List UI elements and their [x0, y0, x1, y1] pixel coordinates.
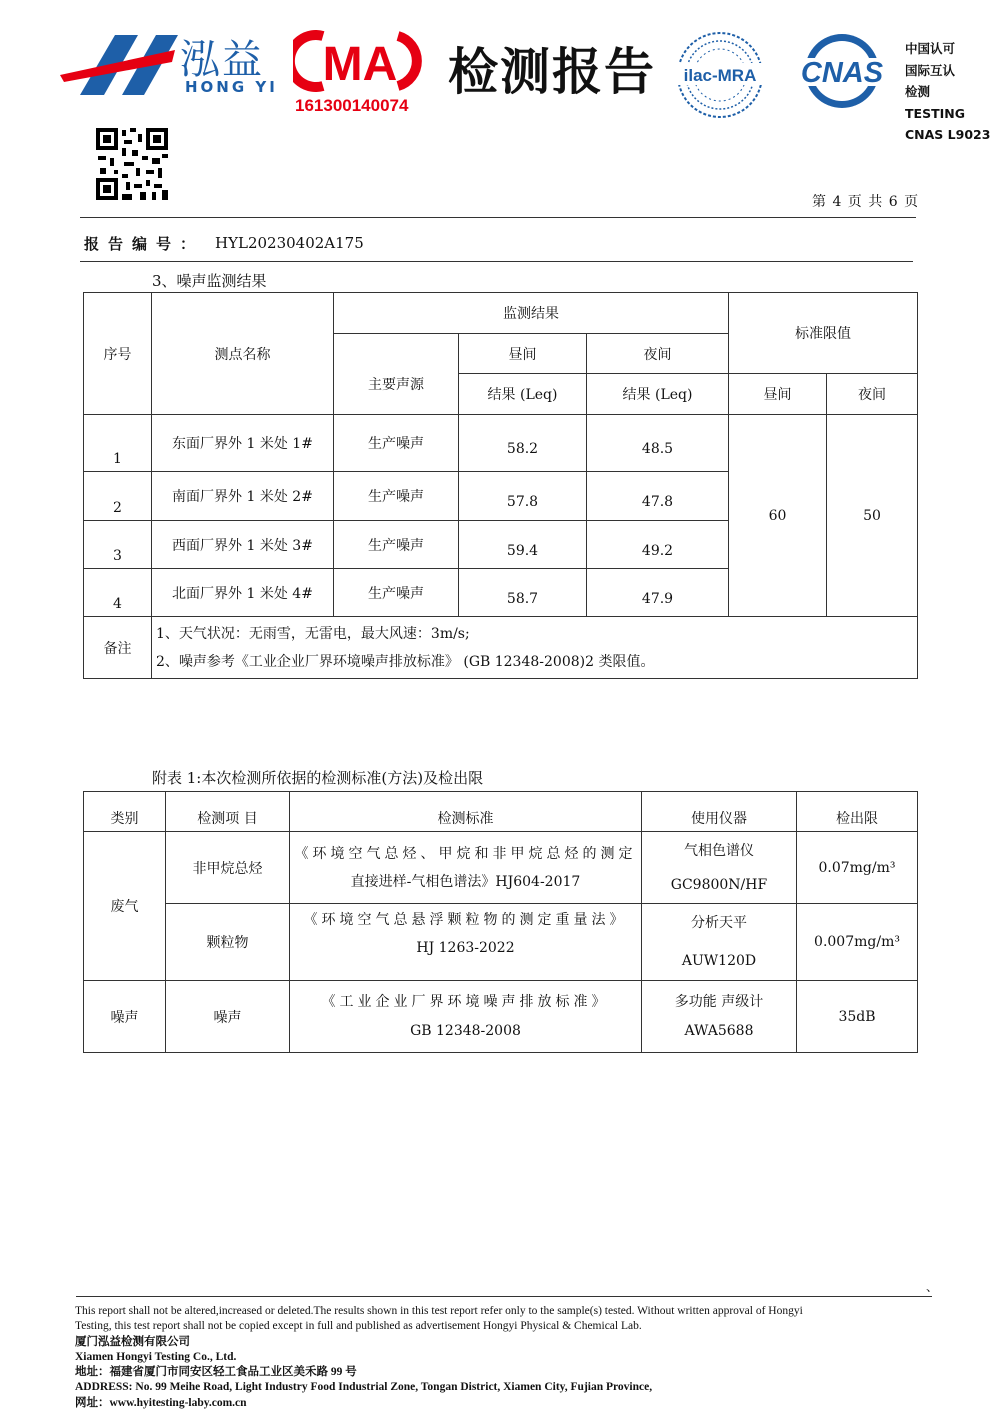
instrument-line: GC9800N/HF — [670, 876, 768, 893]
remark-line: 1、天气状况：无雨雪，无雷电，最大风速：3m/s; — [156, 625, 470, 642]
cnas-line: 检测 — [905, 84, 931, 99]
noise-results-table — [83, 292, 918, 679]
standard-line: GB 12348-2008 — [410, 1022, 521, 1039]
header-result-leq: 结果 (Leq) — [587, 374, 729, 415]
tick-mark: 、 — [926, 1280, 939, 1294]
header-standard-limit: 标准限值 — [729, 293, 918, 374]
document-title: 检测报告 — [448, 43, 656, 101]
website: 网址：www.hyitesting-laby.com.cn — [75, 1396, 247, 1409]
table-row — [84, 415, 918, 472]
brand-cn: 泓益 — [180, 37, 264, 83]
cell-point: 东面厂界外 1 米处 1# — [152, 415, 334, 472]
divider — [80, 217, 916, 218]
cnas-line: TESTING — [905, 105, 965, 121]
standard-line: 直接进样-气相色谱法》HJ604-2017 — [350, 873, 581, 890]
ilac-mra-logo — [668, 30, 772, 120]
cell-detection-limit: 0.07mg/m³ — [797, 832, 918, 904]
cell-item: 颗粒物 — [166, 904, 290, 981]
cell-night: 48.5 — [587, 415, 729, 472]
disclaimer-line: This report shall not be altered,increased or deleted.The results shown in this test report refer only to the sample(s) tested. Without written approval of Hongyi — [75, 1305, 803, 1317]
cell-category: 噪声 — [84, 981, 166, 1053]
header-detection-limit: 检出限 — [797, 792, 918, 832]
cell-detection-limit: 0.007mg/m³ — [797, 904, 918, 981]
cell-standard — [290, 832, 642, 904]
address-cn: 地址：福建省厦门市同安区轻工食品工业区美禾路 99 号 — [75, 1366, 357, 1379]
cell-standard — [290, 904, 642, 981]
standard-line: 《环境空气总悬浮颗粒物的测定重量法》 — [303, 912, 628, 928]
cnas-line: CNAS L9023 — [905, 127, 991, 142]
cell-day: 58.7 — [459, 569, 587, 617]
cnas-line: 国际互认 — [905, 62, 956, 78]
cell-category: 废气 — [84, 832, 166, 981]
cell-point: 南面厂界外 1 米处 2# — [152, 472, 334, 521]
header-main-source: 主要声源 — [334, 334, 459, 415]
cma-logo — [293, 30, 428, 92]
header-day: 昼间 — [459, 334, 587, 374]
company-name-cn: 厦门泓益检测有限公司 — [75, 1335, 190, 1348]
cell-limit-day: 60 — [729, 415, 827, 617]
header-instrument: 使用仪器 — [642, 792, 797, 832]
cell-instrument — [642, 904, 797, 981]
cma-number: 161300140074 — [295, 96, 409, 115]
cell-night: 49.2 — [587, 521, 729, 569]
standard-line: HJ 1263-2022 — [416, 940, 515, 956]
appendix-title: 附表 1:本次检测所依据的检测标准(方法)及检出限 — [152, 769, 484, 787]
header-seq: 序号 — [84, 293, 152, 415]
report-number-label: 报告编号： — [84, 235, 205, 253]
header-point-name: 测点名称 — [152, 293, 334, 415]
cell-item: 噪声 — [166, 981, 290, 1053]
cell-day: 59.4 — [459, 521, 587, 569]
cell-day: 58.2 — [459, 415, 587, 472]
standard-line: 《工业企业厂界环境噪声排放标准》 — [321, 993, 610, 1010]
header-category: 类别 — [84, 792, 166, 832]
appendix-standards-table — [83, 791, 918, 1053]
cell-detection-limit: 35dB — [797, 981, 918, 1053]
header-night: 夜间 — [587, 334, 729, 374]
header-result-leq: 结果 (Leq) — [459, 374, 587, 415]
cnas-line: 中国认可 — [905, 41, 956, 56]
header-standard: 检测标准 — [290, 792, 642, 832]
header-item: 检测项 目 — [166, 792, 290, 832]
address-en: ADDRESS: No. 99 Meihe Road, Light Industry Food Industrial Zone, Tongan District, Xiamen City, Fujian Province, — [75, 1381, 653, 1394]
cell-limit-night: 50 — [827, 415, 918, 617]
header-limit-night: 夜间 — [827, 374, 918, 415]
disclaimer-line: Testing, this test report shall not be copied except in full and published as advertisement Hongyi Physical & Chemical Lab. — [75, 1320, 642, 1333]
instrument-line: 气相色谱仪 — [684, 842, 754, 859]
header-monitoring-results: 监测结果 — [334, 293, 729, 334]
ilac-text: ilac-MRA — [683, 66, 757, 85]
cell-seq: 2 — [84, 472, 152, 521]
cell-instrument — [642, 832, 797, 904]
cnas-logo-text: CNAS — [800, 57, 884, 89]
remark-label: 备注 — [84, 617, 152, 679]
cma-logo-text: MA — [322, 38, 398, 91]
section-title: 3、噪声监测结果 — [152, 272, 267, 290]
cell-source: 生产噪声 — [334, 569, 459, 617]
remark-line: 2、噪声参考《工业企业厂界环境噪声排放标准》 (GB 12348-2008)2 类限值。 — [156, 653, 655, 670]
cnas-logo — [788, 32, 896, 110]
report-number: HYL20230402A175 — [215, 234, 364, 252]
standard-line: 《环境空气总烃、甲烷和非甲烷总烃的测定 — [294, 845, 637, 862]
hongyi-logo-mark — [60, 30, 180, 100]
cell-seq: 3 — [84, 521, 152, 569]
cell-instrument — [642, 981, 797, 1053]
cell-seq: 4 — [84, 569, 152, 617]
remarks-row — [84, 617, 918, 679]
company-name-en: Xiamen Hongyi Testing Co., Ltd. — [75, 1350, 237, 1363]
cell-seq: 1 — [84, 415, 152, 472]
remark-content — [152, 617, 918, 679]
cell-night: 47.8 — [587, 472, 729, 521]
instrument-line: AUW120D — [681, 953, 757, 969]
cnas-accreditation-text — [905, 38, 990, 146]
cell-source: 生产噪声 — [334, 521, 459, 569]
instrument-line: AWA5688 — [684, 1022, 754, 1039]
table-row — [84, 832, 918, 904]
instrument-line: 多功能 声级计 — [674, 993, 764, 1010]
cell-day: 57.8 — [459, 472, 587, 521]
cell-night: 47.9 — [587, 569, 729, 617]
brand-en: HONG YI — [185, 78, 278, 96]
cell-source: 生产噪声 — [334, 472, 459, 521]
page-number: 第 4 页 共 6 页 — [812, 194, 920, 210]
instrument-line: 分析天平 — [691, 915, 747, 931]
cell-item: 非甲烷总烃 — [166, 832, 290, 904]
table-row — [84, 904, 918, 981]
cell-standard — [290, 981, 642, 1053]
footer-divider — [76, 1296, 932, 1297]
table-row — [84, 981, 918, 1053]
cell-point: 北面厂界外 1 米处 4# — [152, 569, 334, 617]
header-limit-day: 昼间 — [729, 374, 827, 415]
cell-source: 生产噪声 — [334, 415, 459, 472]
divider — [80, 261, 913, 262]
cell-point: 西面厂界外 1 米处 3# — [152, 521, 334, 569]
footer — [75, 1304, 803, 1411]
qr-code-icon — [96, 128, 168, 200]
